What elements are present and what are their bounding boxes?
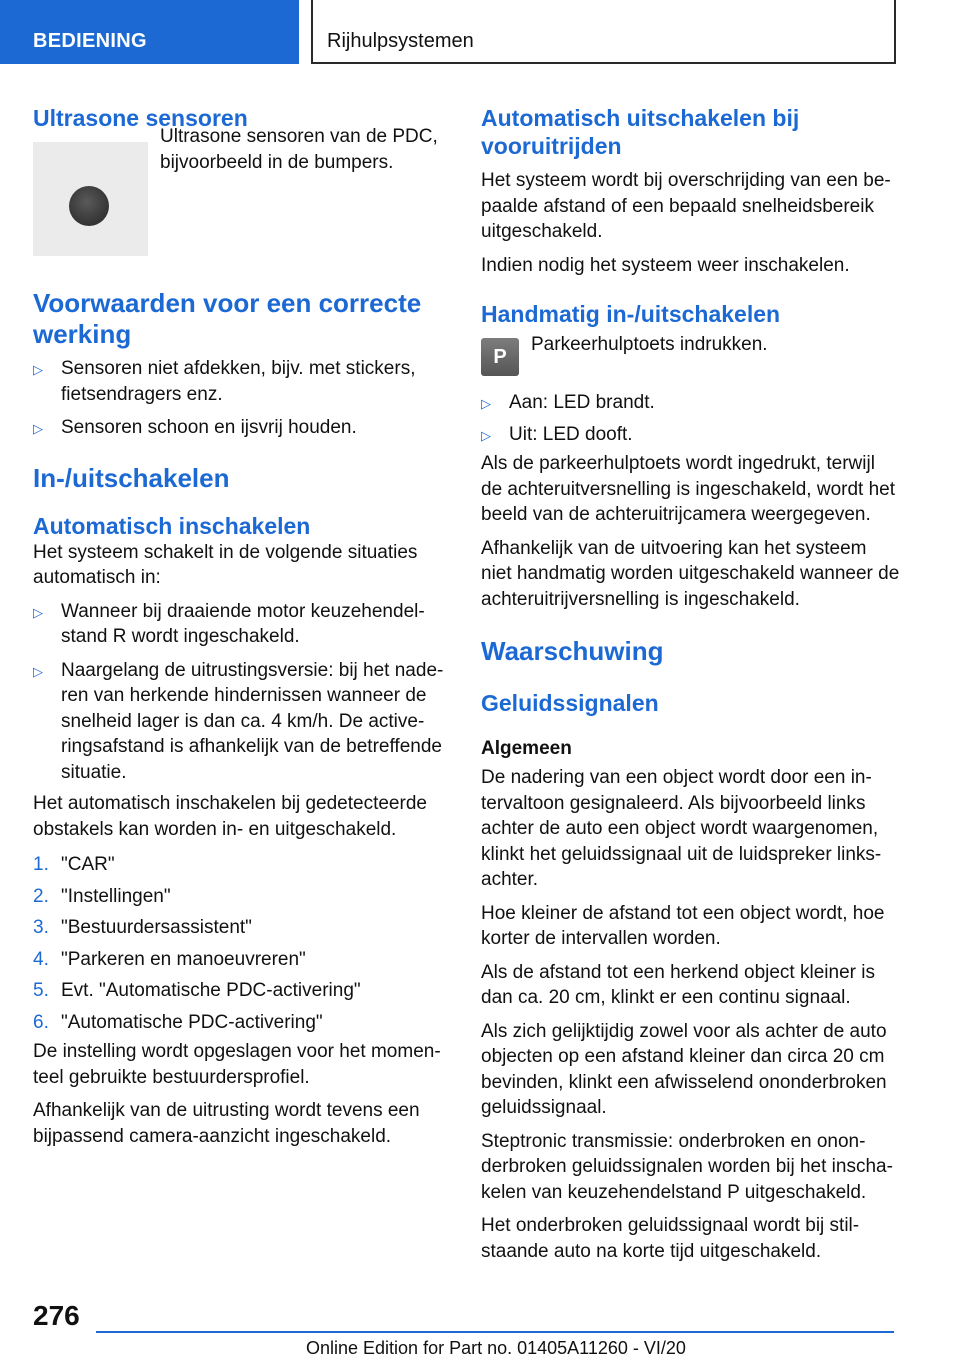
sensor-figure xyxy=(33,126,446,256)
sounds-paragraph: De nadering van een object wordt door een in- tervaltoon gesignaleerd. Als bijvoorbeeld links achter de auto een object wordt waargenomen, klinkt het geluidssignaal uit de luidspreker links- achter. xyxy=(481,767,882,890)
list-item: ▷ Wanneer bij draaiende motor keuzehendel- stand R wordt ingeschakeld. xyxy=(33,600,425,647)
auto-on-note: Het automatisch inschakelen bij gedetecteerde obstakels kan worden in- en uitgeschakeld. xyxy=(33,793,427,840)
triangle-bullet-icon: ▷ xyxy=(481,427,491,443)
step-item: 4. "Parkeren en manoeuvreren" xyxy=(33,948,306,970)
triangle-bullet-icon: ▷ xyxy=(33,604,43,620)
auto-on-intro: Het systeem schakelt in de volgende situaties automatisch in: xyxy=(33,541,418,588)
step-item: 3. "Bestuurdersassistent" xyxy=(33,917,252,938)
triangle-bullet-icon: ▷ xyxy=(33,663,43,679)
triangle-bullet-icon: ▷ xyxy=(33,421,43,436)
step-item: 1. "CAR" xyxy=(33,854,115,875)
footer-divider xyxy=(96,1331,894,1333)
list-item: ▷ Uit: LED dooft. xyxy=(481,422,901,448)
sounds-paragraph: Het onderbroken geluidssignaal wordt bij stil- staande auto na korte tijd uitgeschakeld. xyxy=(481,1215,860,1262)
park-assist-button-icon: P xyxy=(481,338,519,376)
sounds-paragraph: Als zich gelijktijdig zowel voor als achter de auto objecten op een afstand kleiner dan circa 20 cm bevinden, klinkt een afwisselend ononderbroken geluidssignaal. xyxy=(481,1020,887,1118)
sensor-image xyxy=(33,142,148,256)
step-item: 5. Evt. "Automatische PDC-activering" xyxy=(33,980,361,1001)
sounds-paragraph: Steptronic transmissie: onderbroken en onon- derbroken geluidssignalen worden bij het inscha- kelen van keuzehendelstand P uitgeschakeld. xyxy=(481,1130,893,1203)
auto-off-hint: Indien nodig het systeem weer inschakelen. xyxy=(481,254,850,276)
auto-on-list xyxy=(33,599,446,786)
list-item: ▷ Aan: LED brandt. xyxy=(481,390,901,416)
heading-manual: Handmatig in-/uitschakelen xyxy=(481,301,781,327)
pdc-button-figure xyxy=(481,334,901,376)
heading-sounds: Geluidssignalen xyxy=(481,690,659,716)
manual-list xyxy=(481,390,901,447)
conditions-list xyxy=(33,356,446,441)
manual-camera-text: Als de parkeerhulptoets wordt ingedrukt, terwijl de achteruitversnelling is ingeschakeld, wordt het beeld van de achteruitrijcamera weergegeven. xyxy=(481,453,896,525)
heading-auto-on: Automatisch inschakelen xyxy=(33,512,311,539)
saved-note: De instelling wordt opgeslagen voor het momen- teel gebruikte bestuurdersprofiel. xyxy=(33,1041,441,1088)
right-column xyxy=(481,104,901,1264)
step-item: 2. "Instellingen" xyxy=(33,885,171,907)
edition-note: Online Edition for Part no. 01405A11260 - VI/20 xyxy=(306,1338,686,1358)
heading-conditions: Voorwaarden voor een correcte werking xyxy=(33,288,422,349)
heading-onoff: In-/uitschakelen xyxy=(33,462,230,493)
section-tab: BEDIENING xyxy=(0,0,299,64)
step-item: 6. "Automatische PDC-activering" xyxy=(33,1011,323,1033)
camera-note: Afhankelijk van de uitrusting wordt tevens een bijpassend camera-aanzicht ingeschakeld. xyxy=(33,1100,420,1147)
auto-off-text: Het systeem wordt bij overschrijding van een be- paalde afstand of een bepaald snelheidsbereik uitgeschakeld. xyxy=(481,170,891,242)
heading-auto-off: Automatisch uitschakelen bij vooruitrijden xyxy=(481,105,800,159)
heading-warning: Waarschuwing xyxy=(481,636,664,666)
sounds-paragraph: Hoe kleiner de afstand tot een object wordt, hoe korter de intervallen worden. xyxy=(481,902,885,949)
triangle-bullet-icon: ▷ xyxy=(33,362,43,377)
triangle-bullet-icon: ▷ xyxy=(481,396,491,411)
page-number: 276 xyxy=(33,1300,80,1331)
chapter-title: Rijhulpsystemen xyxy=(311,0,896,64)
manual-limitation-text: Afhankelijk van de uitvoering kan het systeem niet handmatig worden uitgeschakeld wanneer de achteruitrijversnelling is ingeschakeld. xyxy=(481,537,900,610)
sensor-icon xyxy=(69,186,109,226)
heading-ultrasonic-sensors: Ultrasone sensoren xyxy=(33,105,248,131)
settings-steps xyxy=(33,852,446,1035)
sensors-text: Ultrasone sensoren van de PDC, bijvoorbeeld in de bumpers. xyxy=(160,126,438,173)
left-column xyxy=(33,104,446,1149)
heading-general: Algemeen xyxy=(481,738,572,759)
manual-text: Parkeerhulptoets indrukken. xyxy=(531,334,768,355)
list-item: ▷ Sensoren schoon en ijsvrij houden. xyxy=(33,415,446,441)
list-item: ▷ Naargelang de uitrustingsversie: bij het nade- ren van herkende hindernissen wanneer de snelheid lager is dan ca. 4 km/h. De active- ringsafstand is afhankelijk van de betreffende situatie. xyxy=(33,659,444,783)
list-item: ▷ Sensoren niet afdekken, bijv. met stickers, fietsendragers enz. xyxy=(33,358,416,405)
sounds-paragraph: Als de afstand tot een herkend object kleiner is dan ca. 20 cm, klinkt er een continu signaal. xyxy=(481,961,875,1008)
